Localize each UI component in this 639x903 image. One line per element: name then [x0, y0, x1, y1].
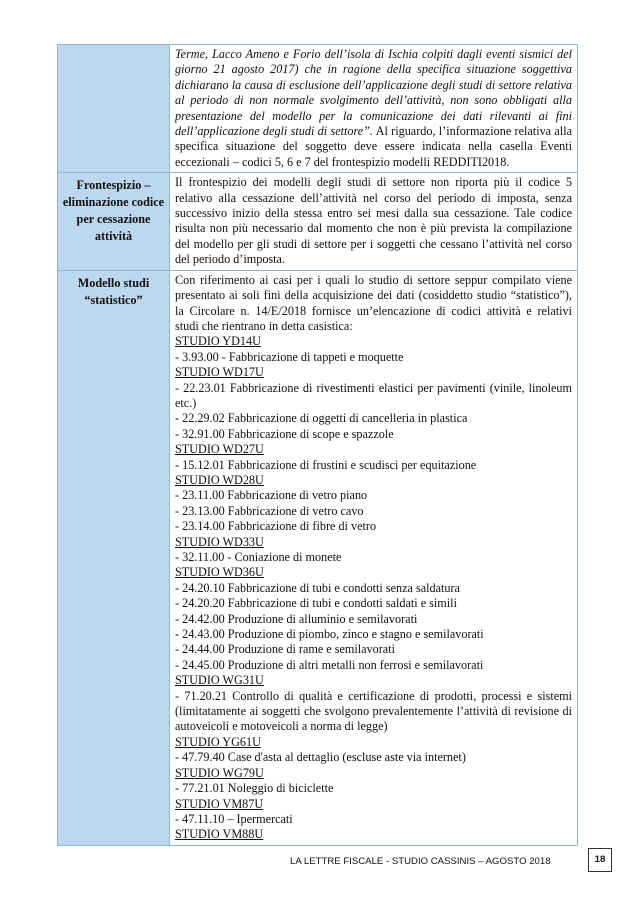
- activity-code-line: - 23.13.00 Fabbricazione di vetro cavo: [175, 503, 364, 518]
- activity-code-line: - 23.14.00 Fabbricazione di fibre di vetro: [175, 519, 377, 534]
- row-label-frontespizio: Frontespizio – eliminazione codice per cessazione attività: [58, 173, 170, 269]
- table-row: [58, 172, 577, 269]
- study-code: STUDIO WD28U: [175, 472, 264, 487]
- study-code: STUDIO WG31U: [175, 673, 264, 688]
- activity-code-line: - 24.44.00 Produzione di rame e semilavorati: [175, 642, 395, 657]
- activity-code-line: - 47.11.10 – Ipermercati: [175, 811, 293, 826]
- row-text: [170, 271, 577, 845]
- footer-text: LA LETTRE FISCALE - STUDIO CASSINIS – AGOSTO 2018: [290, 856, 551, 867]
- page-number: 18: [588, 848, 612, 872]
- activity-code-line: - 24.42.00 Produzione di alluminio e semilavorati: [175, 611, 418, 626]
- activity-code-line: - 23.11.00 Fabbricazione di vetro piano: [175, 488, 368, 503]
- row-text: Il frontespizio dei modelli degli studi di settore non riporta più il codice 5 relativo alla cessazione dell’attività nel corso del periodo di imposta, senza successivo inizio della stessa entro sei mesi dalla sua cessazione. Tale codice risulta non più necessario dal momento che non è più prevista la compilazione del modello per gli studi di settore per i soggetti che cessano l’attività nel corso del periodo d’imposta.: [175, 175, 572, 267]
- activity-code-line: - 24.45.00 Produzione di altri metalli non ferrosi e semilavorati: [175, 657, 484, 672]
- study-list: [175, 334, 572, 842]
- content-table: [57, 44, 578, 846]
- row-text: [170, 45, 577, 172]
- activity-code-line: - 47.79.40 Case d'asta al dettaglio (escluse aste via internet): [175, 750, 466, 765]
- row-label-modello-studi: Modello studi “statistico”: [58, 271, 170, 845]
- activity-code-line: - 22.29.02 Fabbricazione di oggetti di cancelleria in plastica: [175, 411, 468, 426]
- activity-code-line: - 32.11.00 - Coniazione di monete: [175, 550, 342, 564]
- quoted-text: Terme, Lacco Ameno e Forio dell’isola di Ischia colpiti dagli eventi sismici del giorno 21 agosto 2017) che in ragione della specifica situazione soggettiva dichiarano la causa di esclusione dell’applicazione degli studi di settore relativa al periodo di non normale svolgimento dell’attività, non sono obbligati alla presentazione del modello per la comunicazione dei dati rilevanti ai fini dell’applicazione degli studi di settore”.: [175, 47, 572, 139]
- study-code: STUDIO VM87U: [175, 796, 264, 811]
- activity-code-line: - 24.20.20 Fabbricazione di tubi e condotti saldati e simili: [175, 596, 457, 611]
- study-code: STUDIO WG79U: [175, 765, 264, 780]
- activity-code-line: - 77.21.01 Noleggio di biciclette: [175, 781, 334, 796]
- activity-code-line: - 3.93.00 - Fabbricazione di tappeti e moquette: [175, 349, 404, 364]
- activity-code-line: - 32.91.00 Fabbricazione di scope e spazzole: [175, 426, 394, 441]
- table-row: [58, 45, 577, 172]
- study-code: STUDIO YD14U: [175, 334, 261, 349]
- row-label-empty: [58, 45, 170, 172]
- study-code: STUDIO WD17U: [175, 365, 264, 380]
- study-code: STUDIO WD36U: [175, 565, 264, 580]
- activity-code-line: - 24.43.00 Produzione di piombo, zinco e stagno e semilavorati: [175, 627, 484, 642]
- study-code: STUDIO WD33U: [175, 534, 264, 549]
- table-row: [58, 270, 577, 845]
- activity-code-line: - 22.23.01 Fabbricazione di rivestimenti elastici per pavimenti (vinile, linoleum etc.): [175, 380, 572, 410]
- study-code: STUDIO YG61U: [175, 734, 261, 749]
- body-text: Al riguardo, l’informazione relativa alla specifica situazione del soggetto deve essere indicata nella casella Eventi eccezionali – codici 5, 6 e 7 del frontespizio modelli REDDITI2018.: [175, 124, 572, 169]
- activity-code-line: - 71.20.21 Controllo di qualità e certificazione di prodotti, processi e sistemi (limitatamente ai soggetti che svolgono prevalentemente l’attività di revisione di autoveicoli e motoveicoli a norma di legge): [175, 688, 572, 734]
- study-code: STUDIO VM88U: [175, 827, 264, 842]
- intro-text: Con riferimento ai casi per i quali lo studio di settore seppur compilato viene presentato ai soli fini della acquisizione dei dati (cosiddetto studio “statistico”), la Circolare n. 14/E/2018 fornisce un’elencazione di codici attività e relativi studi che rientrano in detta casistica:: [175, 272, 572, 333]
- activity-code-line: - 24.20.10 Fabbricazione di tubi e condotti senza saldatura: [175, 580, 460, 595]
- activity-code-line: - 15.12.01 Fabbricazione di frustini e scudisci per equitazione: [175, 457, 477, 472]
- study-code: STUDIO WD27U: [175, 442, 264, 457]
